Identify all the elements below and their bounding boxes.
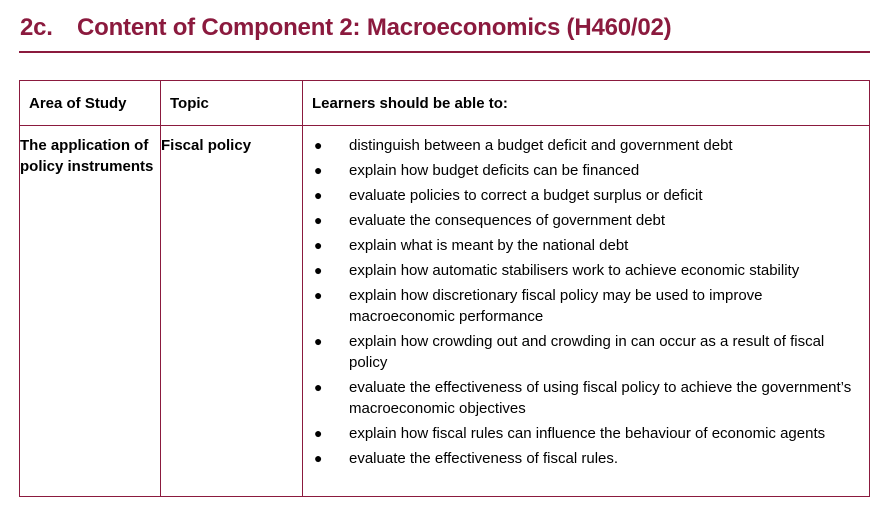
list-item: [303, 377, 869, 419]
list-item: [303, 331, 869, 373]
outcome-text: distinguish between a budget deficit and government debt: [349, 137, 733, 154]
section-heading: [20, 14, 671, 42]
list-item: [303, 423, 869, 444]
list-item: [303, 285, 869, 327]
section-title: Content of Component 2: Macroeconomics (H460/02): [77, 14, 672, 41]
bullet-icon: ●: [314, 450, 323, 466]
list-item: [303, 135, 869, 156]
table-row: [20, 126, 870, 497]
header-learner-outcomes: Learners should be able to:: [303, 81, 870, 126]
bullet-icon: ●: [314, 287, 323, 303]
outcome-text: explain what is meant by the national debt: [349, 237, 629, 254]
outcome-text: explain how automatic stabilisers work to achieve economic stability: [349, 262, 800, 279]
bullet-icon: ●: [314, 162, 323, 178]
section-number: 2c.: [20, 14, 53, 41]
list-item: [303, 210, 869, 231]
list-item: [303, 260, 869, 281]
outcomes-cell: [303, 126, 870, 497]
area-of-study-cell: The application of policy instruments: [20, 126, 161, 497]
list-item: [303, 185, 869, 206]
heading-divider: [19, 51, 870, 53]
header-topic: Topic: [161, 81, 303, 126]
outcome-text: evaluate the consequences of government debt: [349, 212, 666, 229]
bullet-icon: ●: [314, 333, 323, 349]
outcome-text: evaluate policies to correct a budget surplus or deficit: [349, 187, 703, 204]
topic-cell: Fiscal policy: [161, 126, 303, 497]
outcome-text: evaluate the effectiveness of fiscal rules.: [349, 450, 619, 467]
outcomes-list: [303, 135, 869, 469]
list-item: [303, 160, 869, 181]
bullet-icon: ●: [314, 187, 323, 203]
bullet-icon: ●: [314, 425, 323, 441]
table-header-row: [20, 81, 870, 126]
bullet-icon: ●: [314, 137, 323, 153]
outcome-text: explain how discretionary fiscal policy may be used to improve macroeconomic performance: [349, 287, 763, 325]
bullet-icon: ●: [314, 262, 323, 278]
bullet-icon: ●: [314, 212, 323, 228]
outcome-text: explain how budget deficits can be financed: [349, 162, 640, 179]
list-item: [303, 448, 869, 469]
bullet-icon: ●: [314, 379, 323, 395]
list-item: [303, 235, 869, 256]
bullet-icon: ●: [314, 237, 323, 253]
outcome-text: explain how fiscal rules can influence the behaviour of economic agents: [349, 425, 826, 442]
content-table: [19, 80, 870, 497]
outcome-text: evaluate the effectiveness of using fiscal policy to achieve the government’s macroeconomic objectives: [349, 379, 852, 417]
header-area-of-study: Area of Study: [20, 81, 161, 126]
outcome-text: explain how crowding out and crowding in can occur as a result of fiscal policy: [349, 333, 825, 371]
